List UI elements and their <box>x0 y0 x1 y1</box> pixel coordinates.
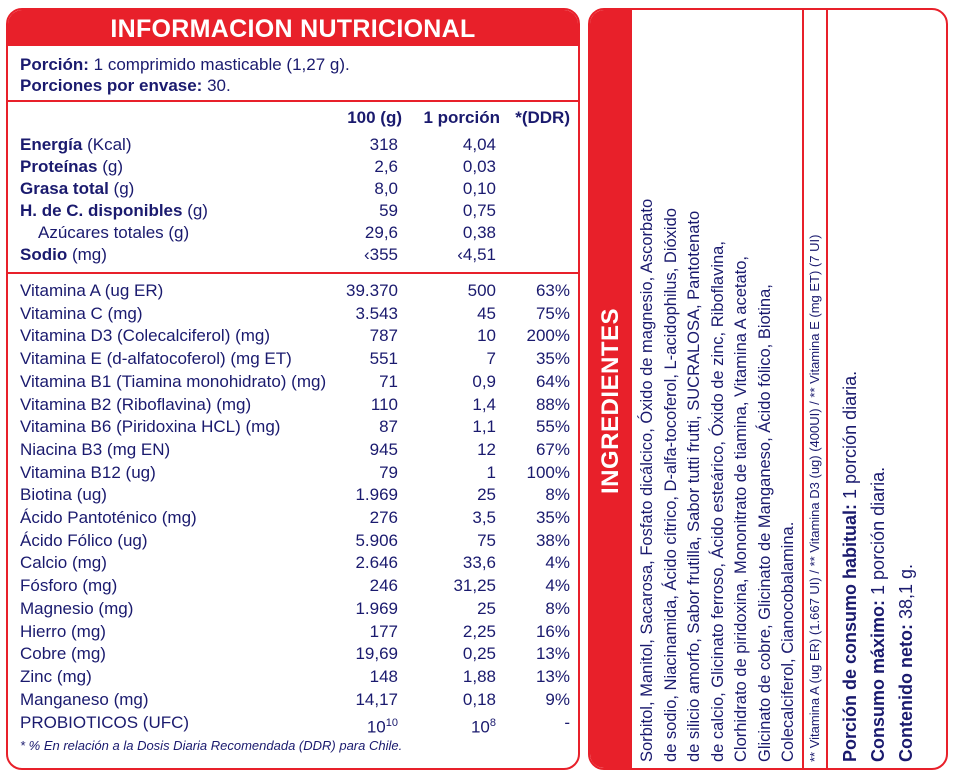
table-row <box>8 416 578 438</box>
value-100g: 787 <box>369 326 398 346</box>
nutrient-name: PROBIOTICOS (UFC) <box>20 713 190 732</box>
divider <box>8 272 578 274</box>
nutrition-title: INFORMACION NUTRICIONAL <box>8 10 578 46</box>
nutrient-name: Sodio <box>20 245 68 264</box>
value-ddr: 13% <box>535 644 570 664</box>
table-row <box>8 325 578 347</box>
usage-value: 1 porción diaria. <box>840 370 860 504</box>
value-portion: 0,03 <box>462 157 496 176</box>
nutrient-unit: (mg) <box>67 245 107 264</box>
table-row <box>8 484 578 506</box>
value-ddr: 35% <box>535 508 570 527</box>
nutrient-name: Azúcares totales (g) <box>38 223 190 242</box>
table-row <box>8 689 578 711</box>
ingredients-panel <box>588 8 948 770</box>
table-row <box>8 156 578 178</box>
value-ddr: 13% <box>535 666 570 686</box>
nutrient-name: Grasa total <box>20 179 109 198</box>
value-portion: $10^8$ <box>470 717 496 737</box>
table-row <box>8 621 578 643</box>
value-portion: 45 <box>477 303 496 323</box>
ingredients-line: Glicinato de cobre, Glicinato de Manganeso, Ácido fólico, Biotina, <box>755 284 774 762</box>
value-100g: 110 <box>370 394 398 414</box>
nutrient-name: Proteínas <box>20 157 98 176</box>
nutrient-name: Vitamina A (ug ER) <box>20 281 164 300</box>
ingredients-title: INGREDIENTES <box>597 307 624 494</box>
value-100g: 19,69 <box>355 644 398 664</box>
value-ddr: 4% <box>545 576 570 596</box>
value-ddr: 67% <box>535 439 570 459</box>
value-100g: 276 <box>369 508 398 527</box>
ddr-footnote: * % En relación a la Dosis Diaria Recomendada (DDR) para Chile. <box>20 738 403 753</box>
divider <box>826 10 828 768</box>
value-portion: 0,25 <box>462 644 496 664</box>
usage-line <box>838 371 862 762</box>
value-portion: 31,25 <box>453 576 496 596</box>
value-ddr: 9% <box>545 689 570 709</box>
value-portion: 0,10 <box>462 179 496 198</box>
table-row <box>8 178 578 200</box>
nutrient-name: Ácido Fólico (ug) <box>20 530 148 550</box>
nutrient-unit: (g) <box>108 179 135 198</box>
value-ddr: - <box>564 713 570 732</box>
table-row <box>8 348 578 370</box>
value-100g: 79 <box>379 462 398 482</box>
value-100g: 5.906 <box>355 530 398 550</box>
table-row <box>8 643 578 665</box>
value-100g: 551 <box>369 349 398 369</box>
table-row <box>8 371 578 393</box>
value-100g: 3.543 <box>355 303 398 323</box>
probiotics-row <box>8 712 578 737</box>
value-ddr: 88% <box>535 394 570 414</box>
usage-line <box>894 564 918 762</box>
nutrient-name: Vitamina D3 (Colecalciferol) (mg) <box>20 326 271 346</box>
ingredients-line: de calcio, Glicinato ferroso, Ácido esteárico, Óxido de zinc, Riboflavina, <box>708 241 727 762</box>
nutrient-name: Vitamina C (mg) <box>20 303 143 323</box>
value-portion: 1 <box>486 462 496 482</box>
value-ddr: 8% <box>545 485 570 505</box>
table-row <box>8 598 578 620</box>
value-portion: 25 <box>477 598 496 618</box>
value-portion: 7 <box>486 349 496 369</box>
value-portion: 25 <box>477 485 496 505</box>
servings-value: 30. <box>202 76 231 95</box>
col-header-portion: 1 porción <box>423 108 500 127</box>
value-portion: 10 <box>477 326 496 346</box>
value-portion: 0,38 <box>462 223 496 242</box>
ingredients-line: de sodio, Niacinamida, Ácido cítrico, D-alfa-tocoferol, L-acidophilus, Dióxido <box>661 208 680 762</box>
col-header-ddr: *(DDR) <box>515 108 570 127</box>
table-row <box>8 244 578 266</box>
value-ddr: 75% <box>535 303 570 323</box>
nutrient-name: Hierro (mg) <box>20 621 106 641</box>
nutrient-unit: (Kcal) <box>82 135 132 154</box>
serving-label: Porción: <box>20 55 89 74</box>
table-row <box>8 530 578 552</box>
usage-label: Consumo máximo: <box>868 599 888 762</box>
value-portion: 3,5 <box>472 508 496 527</box>
nutrient-name: Vitamina E (d-alfatocoferol) (mg ET) <box>20 349 292 369</box>
nutrient-name: Manganeso (mg) <box>20 689 149 709</box>
value-ddr: 63% <box>535 281 570 300</box>
nutrient-name: Ácido Pantoténico (mg) <box>20 508 197 527</box>
value-100g: 2,6 <box>374 157 398 176</box>
value-ddr: 16% <box>535 621 570 641</box>
value-100g: 59 <box>379 201 398 220</box>
value-100g: ‹355 <box>363 245 398 264</box>
nutrient-name: H. de C. disponibles <box>20 201 183 220</box>
value-portion: 2,25 <box>462 621 496 641</box>
value-100g: 177 <box>369 621 398 641</box>
nutrient-unit: (g) <box>182 201 208 220</box>
value-100g: 1.969 <box>355 485 398 505</box>
value-portion: 500 <box>467 281 496 300</box>
value-ddr: 4% <box>545 553 570 573</box>
nutrient-name: Zinc (mg) <box>20 666 92 686</box>
value-ddr: 35% <box>535 349 570 369</box>
value-100g: 2.646 <box>355 553 398 573</box>
value-portion: 12 <box>477 439 496 459</box>
nutrient-name: Cobre (mg) <box>20 644 106 664</box>
value-100g: 71 <box>379 371 398 391</box>
nutrient-name: Magnesio (mg) <box>20 598 134 618</box>
value-ddr: 100% <box>526 462 570 482</box>
value-portion: 0,18 <box>462 689 496 709</box>
value-ddr: 8% <box>545 598 570 618</box>
table-row <box>8 462 578 484</box>
value-100g: 246 <box>369 576 398 596</box>
value-100g: 318 <box>369 135 398 154</box>
nutrient-name: Vitamina B2 (Riboflavina) (mg) <box>20 394 252 414</box>
value-portion: 1,1 <box>472 417 496 437</box>
divider <box>8 100 578 102</box>
ingredients-line: Colecalciferol, Cianocobalamina. <box>779 521 797 762</box>
value-100g: 1.969 <box>355 598 398 618</box>
value-100g: $10^{10}$ <box>366 717 398 737</box>
ingredients-line: Sorbitol, Manitol, Sacarosa, Fosfato dicálcico, Óxido de magnesio, Ascorbato <box>638 198 656 762</box>
value-portion: 0,75 <box>462 201 496 220</box>
value-ddr: 38% <box>535 530 570 550</box>
nutrient-name: Biotina (ug) <box>20 485 107 505</box>
usage-label: Porción de consumo habitual: <box>840 503 860 762</box>
value-portion: 75 <box>477 530 496 550</box>
table-row <box>8 666 578 688</box>
value-100g: 87 <box>379 417 398 437</box>
serving-size <box>20 55 350 75</box>
value-ddr: 64% <box>535 371 570 391</box>
nutrient-unit: (g) <box>97 157 123 176</box>
nutrient-name: Vitamina B12 (ug) <box>20 462 156 482</box>
table-row <box>8 134 578 156</box>
serving-value: 1 comprimido masticable (1,27 g). <box>88 55 350 74</box>
value-portion: 0,9 <box>472 371 496 391</box>
usage-label: Contenido neto: <box>896 624 916 762</box>
table-row <box>8 507 578 529</box>
value-ddr: 55% <box>535 417 570 437</box>
nutrient-name: Niacina B3 (mg EN) <box>20 439 171 459</box>
value-portion: 1,4 <box>472 394 496 414</box>
col-header-100g: 100 (g) <box>347 108 402 127</box>
vitamin-equivalence-note: ** Vitamina A (ug ER) (1.667 UI) / ** Vitamina D3 (ug) (400UI) / ** Vitamina E (mg ET) (7 UI) <box>807 234 822 762</box>
nutrient-name: Fósforo (mg) <box>20 576 118 596</box>
value-100g: 14,17 <box>355 689 398 709</box>
value-100g: 39.370 <box>346 281 398 300</box>
servings-per-container <box>20 76 231 96</box>
nutrient-name: Energía <box>20 135 83 154</box>
value-portion: ‹4,51 <box>457 245 496 264</box>
table-row <box>8 200 578 222</box>
table-row <box>8 280 578 302</box>
table-row <box>8 303 578 325</box>
nutrition-facts-panel <box>6 8 580 770</box>
value-portion: 1,88 <box>462 666 496 686</box>
usage-value: 1 porción diaria. <box>868 466 888 600</box>
table-row <box>8 575 578 597</box>
nutrient-name: Vitamina B6 (Piridoxina HCL) (mg) <box>20 417 281 437</box>
usage-value: 38,1 g. <box>896 563 916 625</box>
value-100g: 8,0 <box>374 179 398 198</box>
table-row <box>8 552 578 574</box>
value-portion: 33,6 <box>462 553 496 573</box>
servings-label: Porciones por envase: <box>20 76 203 95</box>
divider <box>802 10 804 768</box>
ingredients-line: Clorhidrato de piridoxina, Mononitrato de tiamina, Vitamina A acetato, <box>732 256 750 762</box>
value-ddr: 200% <box>526 326 570 346</box>
value-100g: 148 <box>369 666 398 686</box>
table-row <box>8 439 578 461</box>
nutrient-name: Vitamina B1 (Tiamina monohidrato) (mg) <box>20 371 327 391</box>
table-row <box>8 222 578 244</box>
ingredients-line: de silicio amorfo, Sabor frutilla, Sabor tutti frutti, SUCRALOSA, Pantotenato <box>685 210 703 762</box>
table-row <box>8 394 578 416</box>
usage-line <box>866 467 890 762</box>
nutrient-name: Calcio (mg) <box>20 553 107 573</box>
value-100g: 29,6 <box>364 223 398 242</box>
value-100g: 945 <box>369 439 398 459</box>
value-portion: 4,04 <box>462 135 496 154</box>
column-headers <box>8 106 578 130</box>
